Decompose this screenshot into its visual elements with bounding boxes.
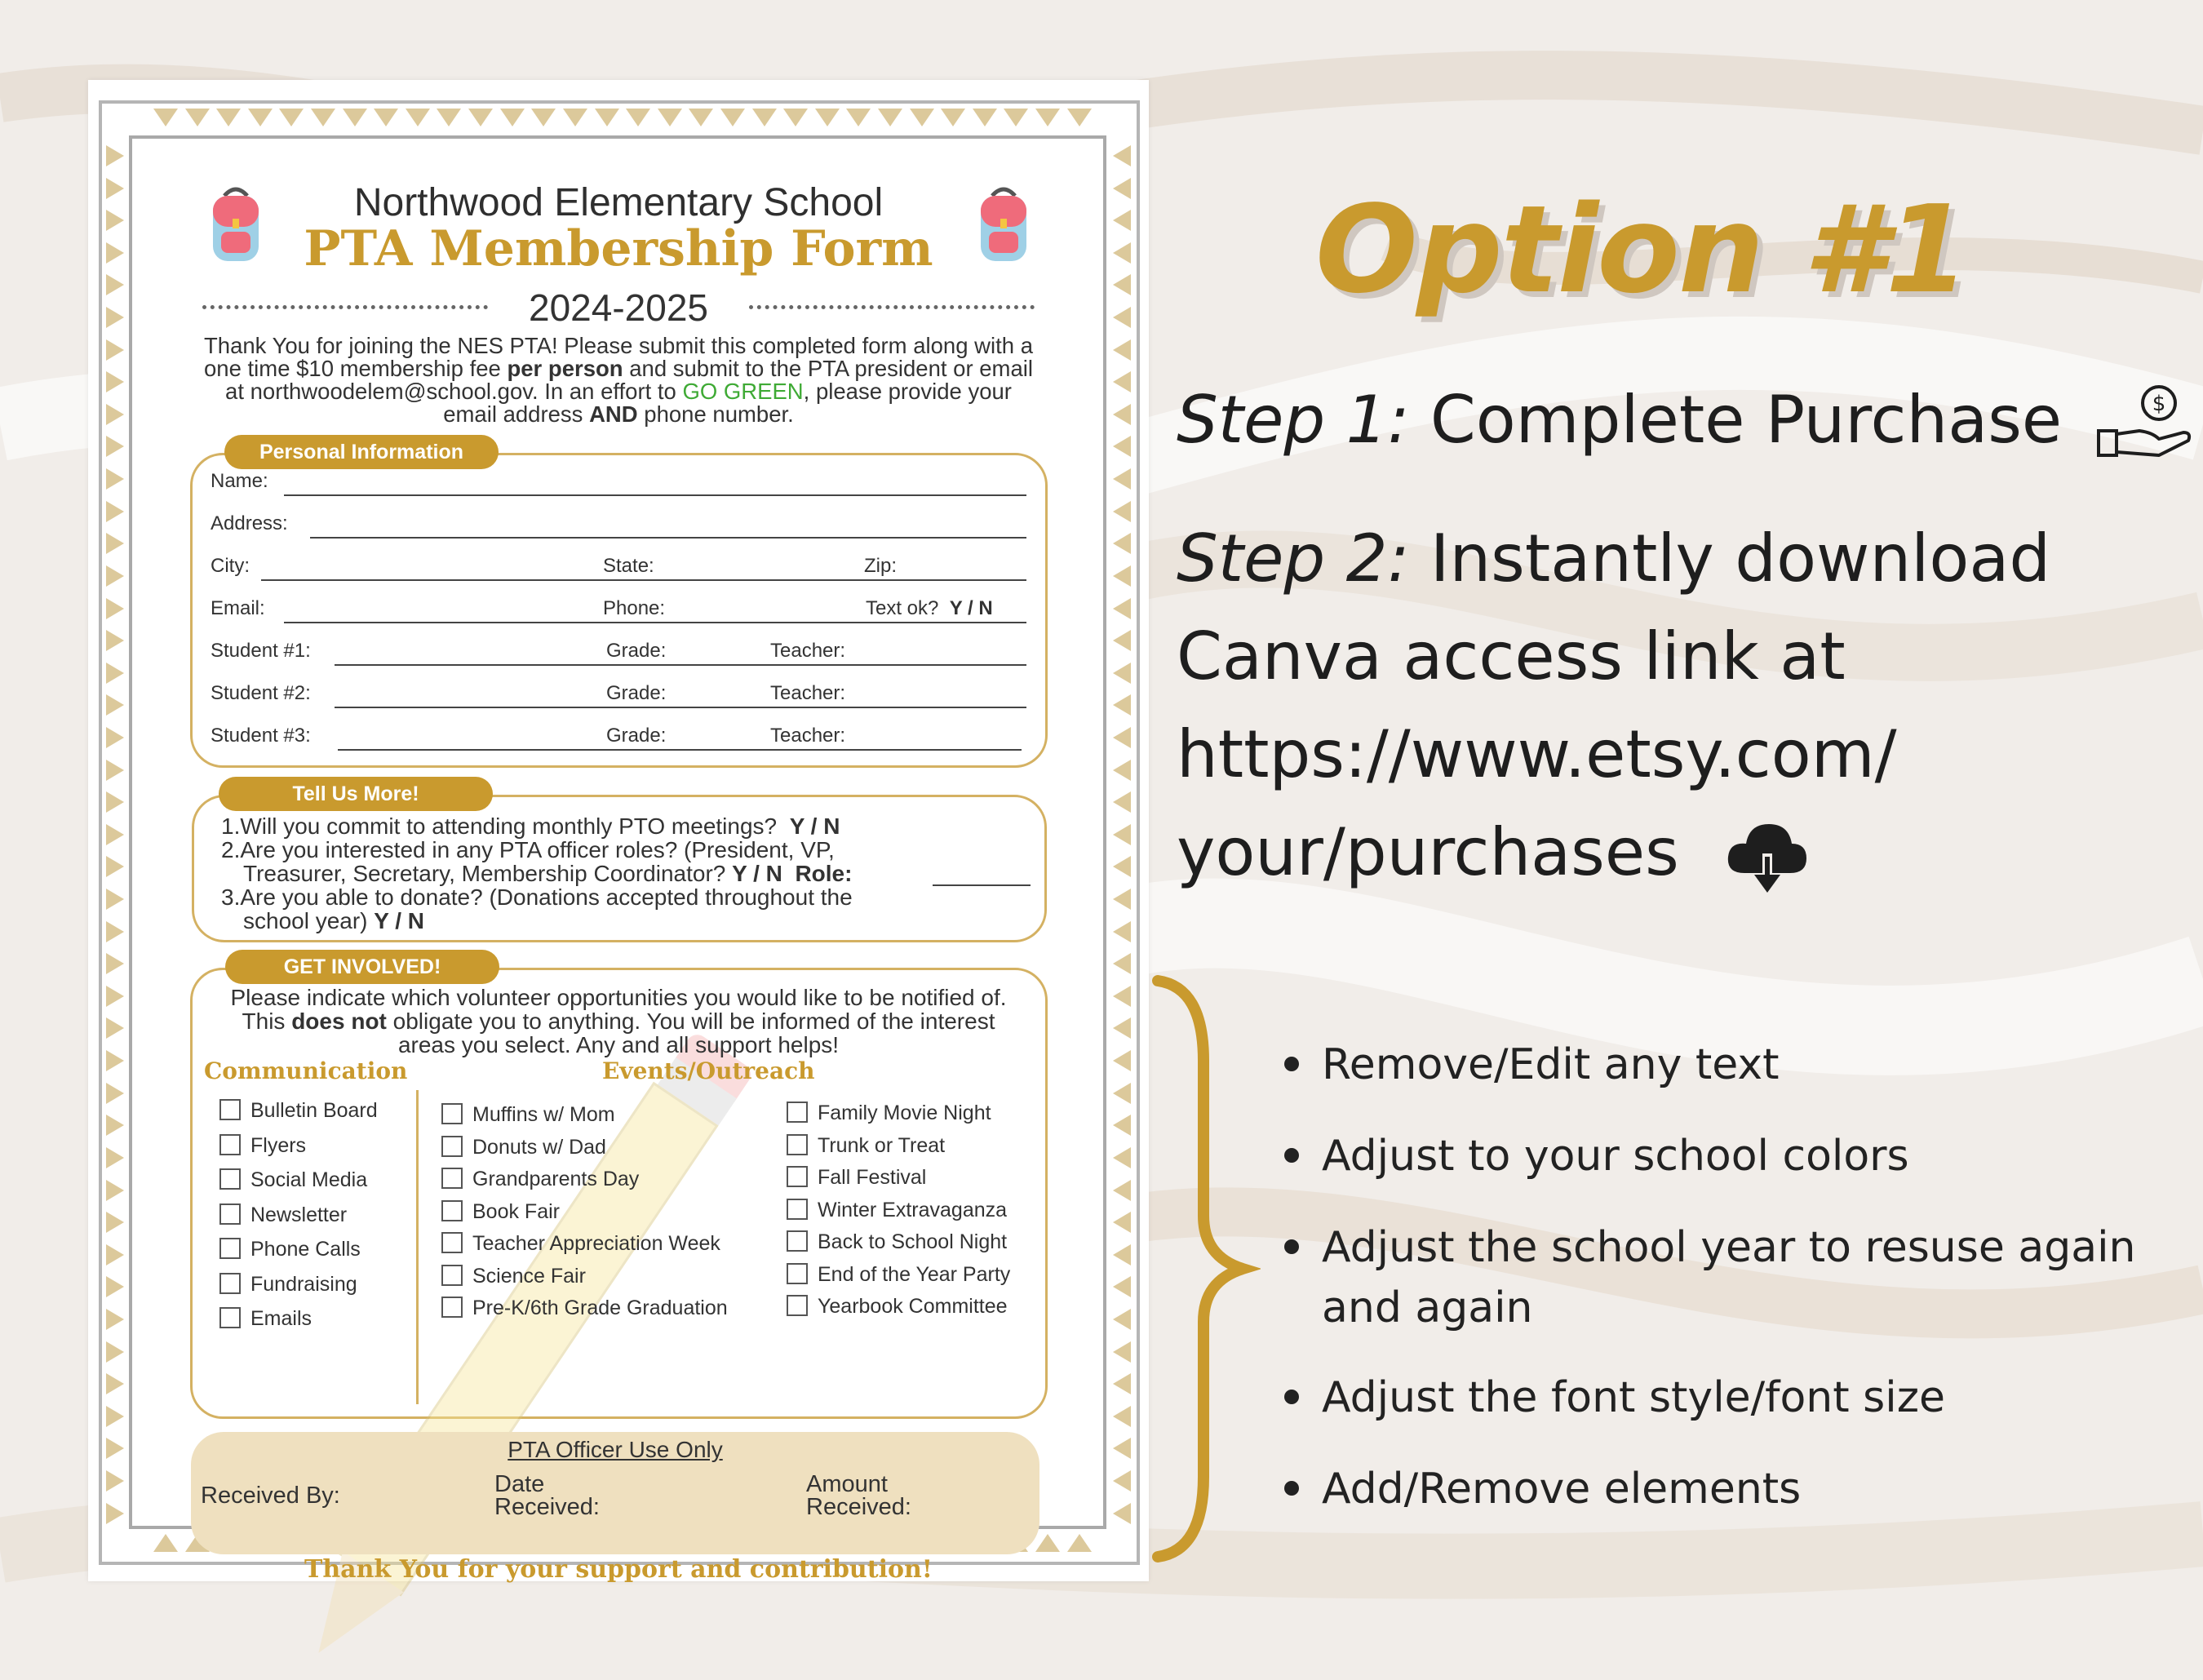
checkbox-label: Social Media — [250, 1168, 368, 1191]
checkbox-label: Phone Calls — [250, 1238, 361, 1261]
volunteer-checkbox-item[interactable] — [441, 1103, 615, 1127]
checkbox-label: Trunk or Treat — [818, 1133, 946, 1157]
email-label: Email: — [211, 597, 265, 619]
feature-item: Remove/Edit any text — [1322, 1035, 1780, 1095]
checkbox-label: Yearbook Committee — [818, 1295, 1008, 1318]
volunteer-checkbox-item[interactable] — [219, 1238, 361, 1261]
backpack-icon — [206, 184, 265, 266]
volunteer-checkbox-item[interactable] — [219, 1099, 378, 1123]
volunteer-checkbox-item[interactable] — [219, 1134, 306, 1158]
volunteer-checkbox-item[interactable] — [441, 1168, 639, 1191]
checkbox[interactable] — [441, 1168, 463, 1189]
address-field[interactable] — [310, 537, 1026, 539]
communication-heading: Communication — [204, 1057, 408, 1084]
checkbox[interactable] — [219, 1099, 241, 1120]
step-2-link[interactable]: https://www.etsy.com/ — [1177, 716, 1897, 792]
volunteer-checkbox-item[interactable] — [219, 1307, 312, 1331]
tell-us-more-header: Tell Us More! — [219, 777, 493, 811]
curly-brace — [1146, 971, 1261, 1567]
phone-label: Phone: — [603, 597, 666, 619]
checkbox-label: Grandparents Day — [472, 1168, 640, 1190]
school-year-divider — [202, 286, 1035, 329]
volunteer-checkbox-item[interactable] — [219, 1203, 347, 1227]
checkbox-label: Donuts w/ Dad — [472, 1135, 606, 1159]
checkbox[interactable] — [219, 1168, 241, 1190]
officer-use-box — [191, 1432, 1039, 1554]
checkbox[interactable] — [219, 1203, 241, 1225]
left-triangle-border — [106, 145, 124, 1524]
school-year: 2024-2025 — [529, 286, 708, 329]
backpack-icon — [974, 184, 1033, 266]
checkbox[interactable] — [441, 1200, 463, 1221]
get-involved-header: GET INVOLVED! — [225, 950, 499, 984]
step-1: Step 1: Complete Purchase — [1177, 382, 2063, 458]
zip-label: Zip: — [864, 555, 898, 577]
feature-item: Add/Remove elements — [1322, 1459, 1801, 1519]
checkbox[interactable] — [219, 1238, 241, 1259]
step-2-line-2: Canva access link at — [1177, 618, 1846, 694]
city-field[interactable] — [261, 579, 1026, 581]
checkbox[interactable] — [787, 1263, 808, 1284]
date-received-label: Date Received: — [494, 1471, 600, 1520]
checkbox[interactable] — [441, 1232, 463, 1253]
events-heading: Events/Outreach — [602, 1057, 815, 1084]
student2-label: Student #2: — [211, 682, 311, 704]
question-3: 3.Are you able to donate? (Donations accepted throughout the — [221, 884, 853, 910]
teacher-label: Teacher: — [767, 682, 849, 705]
question-3-cont: school year) Y / N — [243, 908, 425, 933]
checkbox-label: Muffins w/ Mom — [472, 1103, 615, 1126]
received-by-label: Received By: — [201, 1483, 340, 1509]
checkbox-label: Pre-K/6th Grade Graduation — [472, 1297, 728, 1319]
volunteer-checkbox-item[interactable] — [787, 1295, 1008, 1319]
column-divider — [416, 1090, 419, 1404]
volunteer-checkbox-item[interactable] — [219, 1273, 357, 1297]
question-2-cont: Treasurer, Secretary, Membership Coordinator? Y / N Role: — [243, 861, 853, 886]
checkbox-label: Emails — [250, 1307, 312, 1330]
checkbox[interactable] — [787, 1199, 808, 1220]
student1-field[interactable] — [335, 664, 1026, 666]
feature-item-cont: and again — [1322, 1283, 1533, 1332]
get-involved-intro: Please indicate which volunteer opportunities you would like to be notified of. This does not obligate you to anything. You will be informed of the interest areas you select. Any and all support helps! — [230, 985, 1007, 1057]
volunteer-checkbox-item[interactable] — [787, 1263, 1010, 1287]
checkbox-label: Winter Extravaganza — [818, 1198, 1008, 1221]
checkbox-label: Teacher Appreciation Week — [472, 1232, 720, 1255]
checkbox[interactable] — [441, 1136, 463, 1157]
volunteer-checkbox-item[interactable] — [787, 1134, 945, 1158]
checkbox[interactable] — [787, 1166, 808, 1187]
checkbox[interactable] — [787, 1295, 808, 1316]
checkbox-label: Family Movie Night — [818, 1102, 991, 1124]
checkbox[interactable] — [787, 1102, 808, 1123]
student1-label: Student #1: — [211, 640, 311, 662]
checkbox-label: Back to School Night — [818, 1230, 1008, 1253]
checkbox[interactable] — [219, 1273, 241, 1294]
checkbox[interactable] — [219, 1307, 241, 1328]
feature-item: Adjust the school year to resuse again — [1322, 1217, 2136, 1278]
checkbox-label: Book Fair — [472, 1199, 560, 1223]
intro-paragraph: Thank You for joining the NES PTA! Please submit this completed form along with a one time $10 membership fee per person and submit to the PTA president or email at northwoodelem@school.gov. In an effort to GO GREEN, please provide your email address AND phone number. — [204, 333, 1033, 427]
right-triangle-border — [1113, 145, 1131, 1524]
volunteer-checkbox-item[interactable] — [441, 1200, 560, 1224]
volunteer-checkbox-item[interactable] — [441, 1297, 728, 1320]
money-hand-icon — [2095, 383, 2195, 462]
officer-use-title: PTA Officer Use Only — [508, 1437, 723, 1462]
volunteer-checkbox-item[interactable] — [219, 1168, 367, 1192]
volunteer-checkbox-item[interactable] — [787, 1230, 1007, 1254]
grade-label: Grade: — [603, 725, 669, 747]
teacher-label: Teacher: — [767, 725, 849, 747]
checkbox[interactable] — [441, 1103, 463, 1124]
form-preview-card — [88, 80, 1149, 1584]
student3-field[interactable] — [338, 749, 1022, 751]
personal-info-header: Personal Information — [224, 435, 499, 469]
checkbox-label: Newsletter — [250, 1203, 348, 1226]
top-triangle-border — [153, 109, 1092, 126]
volunteer-checkbox-item[interactable] — [441, 1265, 586, 1288]
email-field[interactable] — [284, 622, 1026, 623]
city-label: City: — [211, 555, 250, 577]
cloud-download-icon — [1722, 816, 1811, 898]
teacher-label: Teacher: — [767, 640, 849, 663]
checkbox[interactable] — [441, 1297, 463, 1318]
address-label: Address: — [211, 512, 288, 534]
volunteer-checkbox-item[interactable] — [787, 1166, 926, 1190]
step-2: Step 2: Instantly download — [1177, 521, 2051, 596]
step-2-link-cont[interactable]: your/purchases — [1177, 814, 1679, 890]
name-label: Name: — [211, 470, 268, 492]
question-2: 2.Are you interested in any PTA officer roles? (President, VP, — [221, 837, 835, 862]
thank-you-footer: Thank You for your support and contribution! — [304, 1555, 933, 1584]
name-field[interactable] — [284, 494, 1026, 496]
svg-text:$: $ — [2152, 392, 2166, 416]
grade-label: Grade: — [603, 640, 669, 663]
volunteer-checkbox-item[interactable] — [787, 1199, 1007, 1222]
question-1: 1.Will you commit to attending monthly PTO meetings? Y / N — [221, 813, 840, 839]
checkbox-label: Flyers — [250, 1133, 307, 1157]
student3-label: Student #3: — [211, 725, 311, 747]
text-ok-label: Text ok? Y / N — [866, 597, 993, 619]
grade-label: Grade: — [603, 682, 669, 705]
checkbox-label: Fall Festival — [818, 1166, 927, 1189]
volunteer-checkbox-item[interactable] — [441, 1232, 720, 1256]
checkbox-label: Science Fair — [472, 1264, 586, 1288]
state-label: State: — [603, 555, 654, 577]
option-title: Option #1 — [1315, 180, 1968, 320]
student2-field[interactable] — [335, 707, 1026, 708]
checkbox-label: End of the Year Party — [818, 1262, 1011, 1286]
checkbox[interactable] — [441, 1265, 463, 1286]
volunteer-checkbox-item[interactable] — [441, 1136, 606, 1159]
feature-item: Adjust the font style/font size — [1322, 1367, 1945, 1428]
checkbox-label: Fundraising — [250, 1272, 357, 1296]
volunteer-checkbox-item[interactable] — [787, 1102, 991, 1125]
checkbox[interactable] — [787, 1230, 808, 1252]
school-name: Northwood Elementary School — [353, 181, 884, 224]
form-title: PTA Membership Form — [304, 220, 933, 277]
checkbox[interactable] — [219, 1134, 241, 1155]
checkbox[interactable] — [787, 1134, 808, 1155]
feature-item: Adjust to your school colors — [1322, 1126, 1909, 1186]
amount-received-label: Amount Received: — [806, 1471, 911, 1520]
checkbox-label: Bulletin Board — [250, 1099, 378, 1122]
